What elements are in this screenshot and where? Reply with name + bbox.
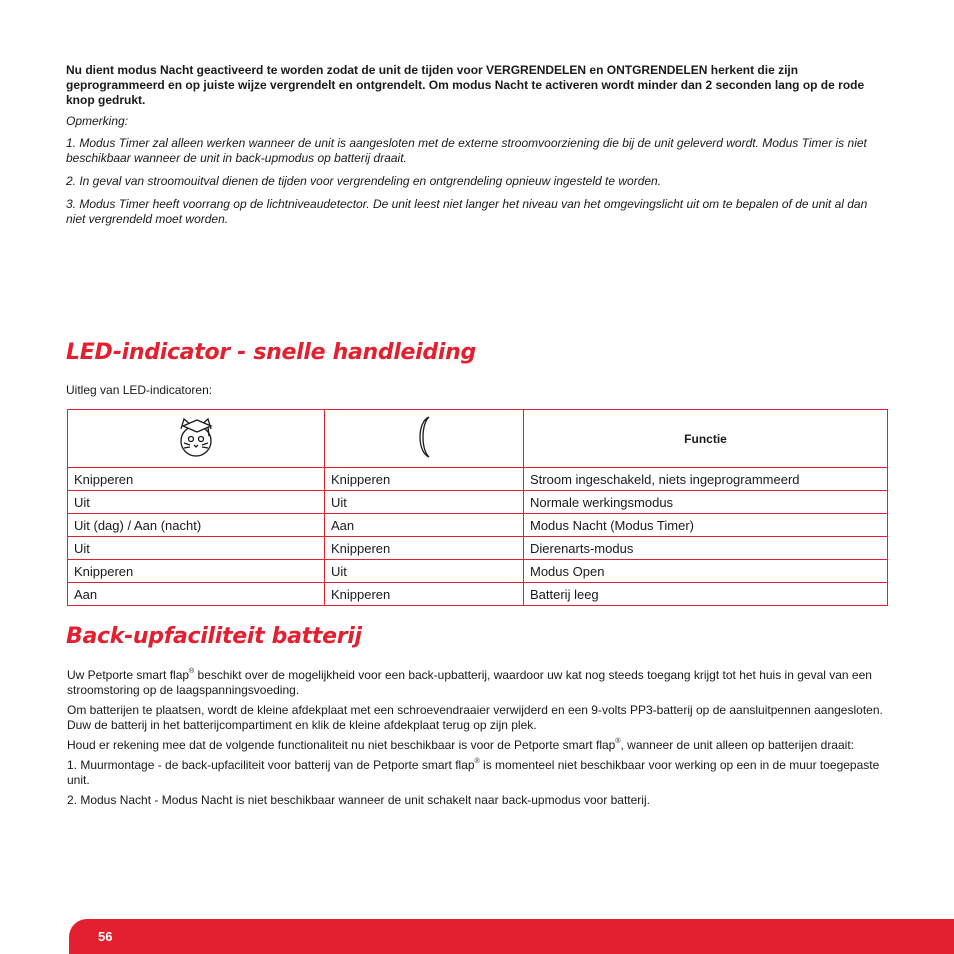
cat-graduate-icon xyxy=(175,415,217,459)
function-cell: Modus Open xyxy=(524,560,888,583)
moon-led-cell: Knipperen xyxy=(325,583,524,606)
table-row xyxy=(68,491,888,514)
table-row xyxy=(68,514,888,537)
text-span: , wanneer de unit alleen op batterijen draait: xyxy=(620,738,854,752)
text-span: beschikt over de mogelijkheid voor een back-upbatterij, waardoor uw kat nog steeds toegang krijgt tot het huis in geval van een stroomstoring op de laagspanningsvoeding. xyxy=(67,668,872,697)
footer-bar xyxy=(69,919,954,954)
note-label: Opmerking: xyxy=(66,114,129,128)
table-row xyxy=(68,537,888,560)
text-span: 1. Muurmontage - de back-upfaciliteit voor batterij van de Petporte smart flap xyxy=(67,758,475,772)
cat-led-cell: Knipperen xyxy=(68,468,325,491)
function-cell: Stroom ingeschakeld, niets ingeprogrammeerd xyxy=(524,468,888,491)
text-span: Houd er rekening mee dat de volgende functionaliteit nu niet beschikbaar is voor de Petporte smart flap xyxy=(67,738,616,752)
led-table-header xyxy=(68,410,888,468)
crescent-moon-icon xyxy=(409,414,439,460)
cat-header-cell xyxy=(68,410,325,468)
led-subheading: Uitleg van LED-indicatoren: xyxy=(66,383,213,397)
moon-header-cell xyxy=(325,410,524,468)
registered-mark: ® xyxy=(189,668,195,675)
moon-led-cell: Aan xyxy=(325,514,524,537)
battery-heading: Back-upfaciliteit batterij xyxy=(66,624,362,649)
battery-paragraph-3 xyxy=(67,738,889,753)
battery-text xyxy=(67,668,889,813)
moon-led-cell: Uit xyxy=(325,491,524,514)
battery-paragraph-4 xyxy=(67,758,889,788)
cat-led-cell: Aan xyxy=(68,583,325,606)
note-1: 1. Modus Timer zal alleen werken wanneer de unit is aangesloten met de externe stroomvoorziening die bij de unit geleverd wordt. Modus Timer is niet beschikbaar wanneer de unit in back-upmodus op batterij draait. xyxy=(66,136,867,165)
battery-paragraph-2: Om batterijen te plaatsen, wordt de kleine afdekplaat met een schroevendraaier verwijderd en een 9-volts PP3-batterij op de aansluitpennen aangesloten. Duw de batterij in het batterijcompartiment en klik de kleine afdekplaat terug op zijn plek. xyxy=(67,703,883,732)
table-row xyxy=(68,583,888,606)
note-2: 2. In geval van stroomouitval dienen de tijden voor vergrendeling en ontgrendeling opnieuw ingesteld te worden. xyxy=(66,174,662,188)
function-cell: Batterij leeg xyxy=(524,583,888,606)
function-cell: Normale werkingsmodus xyxy=(524,491,888,514)
moon-led-cell: Uit xyxy=(325,560,524,583)
led-heading: LED-indicator - snelle handleiding xyxy=(66,340,476,365)
led-table xyxy=(67,409,888,606)
text-span: Uw Petporte smart flap xyxy=(67,668,190,682)
function-cell: Dierenarts-modus xyxy=(524,537,888,560)
cat-led-cell: Knipperen xyxy=(68,560,325,583)
cat-led-cell: Uit xyxy=(68,491,325,514)
intro-text xyxy=(66,63,888,234)
note-3: 3. Modus Timer heeft voorrang op de lichtniveaudetector. De unit leest niet langer het niveau van het omgevingslicht uit om te bepalen of de unit al dan niet vergrendeld moet worden. xyxy=(66,197,868,226)
function-cell: Modus Nacht (Modus Timer) xyxy=(524,514,888,537)
registered-mark: ® xyxy=(615,738,621,745)
text-span: is momenteel niet beschikbaar voor werking op een in de muur toegepaste unit. xyxy=(67,758,880,787)
function-header: Functie xyxy=(524,410,888,468)
moon-led-cell: Knipperen xyxy=(325,468,524,491)
intro-bold-paragraph: Nu dient modus Nacht geactiveerd te worden zodat de unit de tijden voor VERGRENDELEN en ONTGRENDELEN herkent die zijn geprogrammeerd en op juiste wijze vergrendelt en ontgrendelt. Om modus Nacht te activeren wordt minder dan 2 seconden lang op de rode knop gedrukt. xyxy=(66,63,865,107)
table-row xyxy=(68,560,888,583)
battery-paragraph-5: 2. Modus Nacht - Modus Nacht is niet beschikbaar wanneer de unit schakelt naar back-upmodus voor batterij. xyxy=(67,793,650,807)
cat-led-cell: Uit (dag) / Aan (nacht) xyxy=(68,514,325,537)
registered-mark: ® xyxy=(474,758,480,765)
battery-paragraph-1 xyxy=(67,668,889,698)
table-row xyxy=(68,468,888,491)
cat-led-cell: Uit xyxy=(68,537,325,560)
page-number: 56 xyxy=(98,929,113,944)
moon-led-cell: Knipperen xyxy=(325,537,524,560)
